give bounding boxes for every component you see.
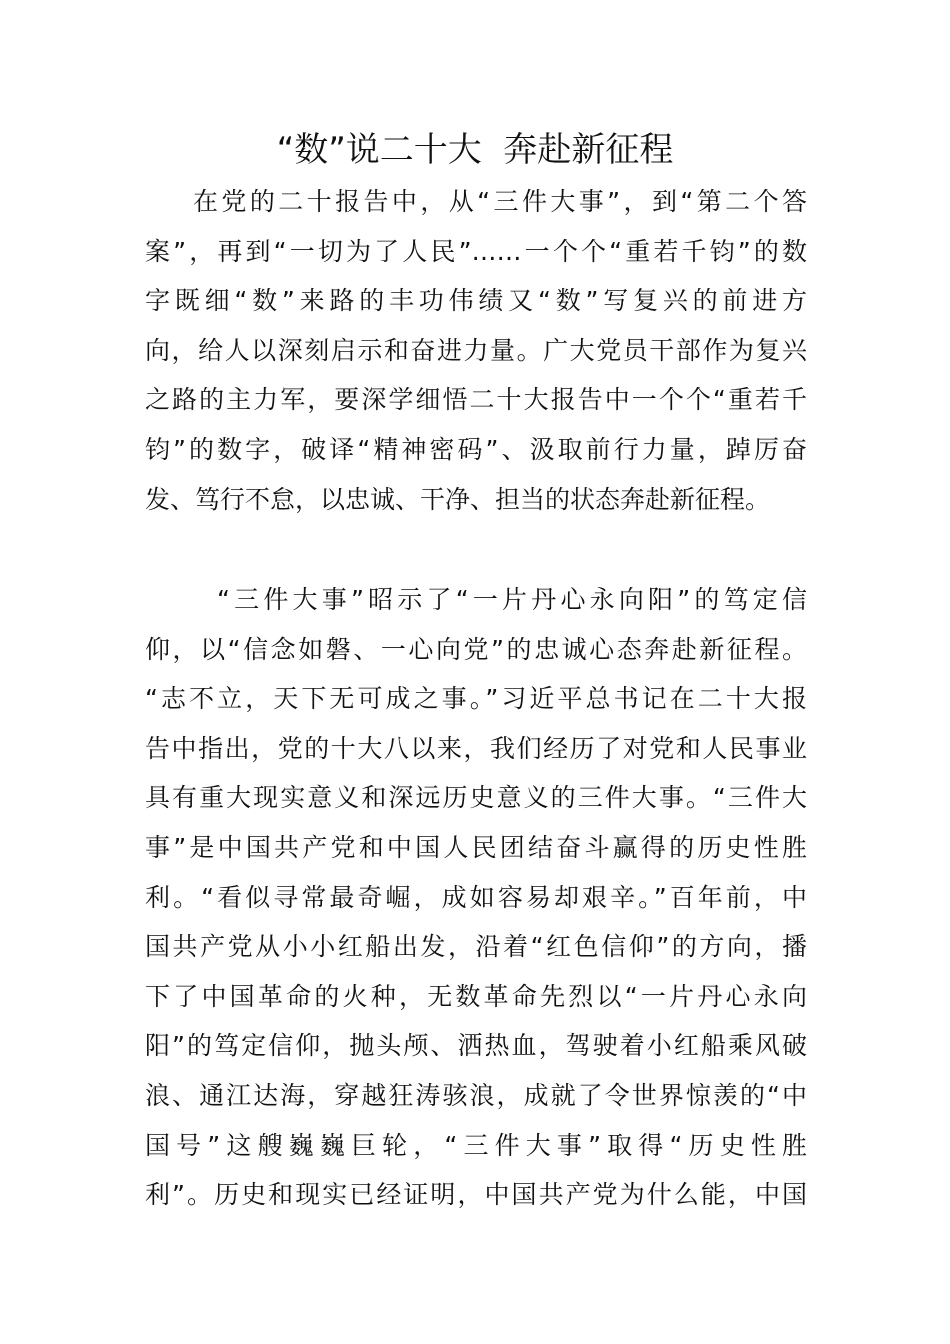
text-line: 下了中国革命的火种，无数革命先烈以“一片丹心永向 xyxy=(145,981,807,1011)
text-line: 向，给人以深刻启示和奋进力量。广大党员干部作为复兴 xyxy=(145,335,807,365)
text-line: “三件大事”昭示了“一片丹心永向阳”的笃定信 xyxy=(217,585,807,614)
text-line: 国号”这艘巍巍巨轮，“三件大事”取得“历史性胜 xyxy=(145,1130,807,1160)
document-title: “数”说二十大 奔赴新征程 xyxy=(276,130,674,170)
text-line: 事”是中国共产党和中国人民团结奋斗赢得的历史性胜 xyxy=(145,832,807,862)
text-line: 案”，再到“一切为了人民”……一个个“重若千钧”的数 xyxy=(145,236,807,266)
text-line: 仰，以“信念如磐、一心向党”的忠诚心态奔赴新征程。 xyxy=(145,634,807,664)
text-line: 钧”的数字，破译“精神密码”、汲取前行力量，踔厉奋 xyxy=(145,434,807,464)
text-line: 字既细“数”来路的丰功伟绩又“数”写复兴的前进方 xyxy=(145,286,807,316)
text-line: 在党的二十报告中，从“三件大事”，到“第二个答 xyxy=(193,187,807,216)
text-line: 具有重大现实意义和深远历史意义的三件大事。“三件大 xyxy=(145,783,807,813)
text-line: 浪、通江达海，穿越狂涛骇浪，成就了令世界惊羡的“中 xyxy=(145,1080,807,1110)
text-line: 告中指出，党的十大八以来，我们经历了对党和人民事业 xyxy=(145,733,807,763)
text-line: 利。“看似寻常最奇崛，成如容易却艰辛。”百年前，中 xyxy=(145,882,807,912)
text-line: “志不立，天下无可成之事。”习近平总书记在二十大报 xyxy=(145,684,807,714)
text-line: 之路的主力军，要深学细悟二十大报告中一个个“重若千 xyxy=(145,385,807,415)
text-line: 阳”的笃定信仰，抛头颅、洒热血，驾驶着小红船乘风破 xyxy=(145,1031,807,1061)
paragraph-2 xyxy=(145,575,807,1220)
text-line: 国共产党从小小红船出发，沿着“红色信仰”的方向，播 xyxy=(145,932,807,962)
text-line: 利”。历史和现实已经证明，中国共产党为什么能，中国 xyxy=(145,1180,807,1210)
text-line: 发、笃行不怠，以忠诚、干净、担当的状态奔赴新征程。 xyxy=(145,484,771,514)
paragraph-1 xyxy=(145,177,807,524)
